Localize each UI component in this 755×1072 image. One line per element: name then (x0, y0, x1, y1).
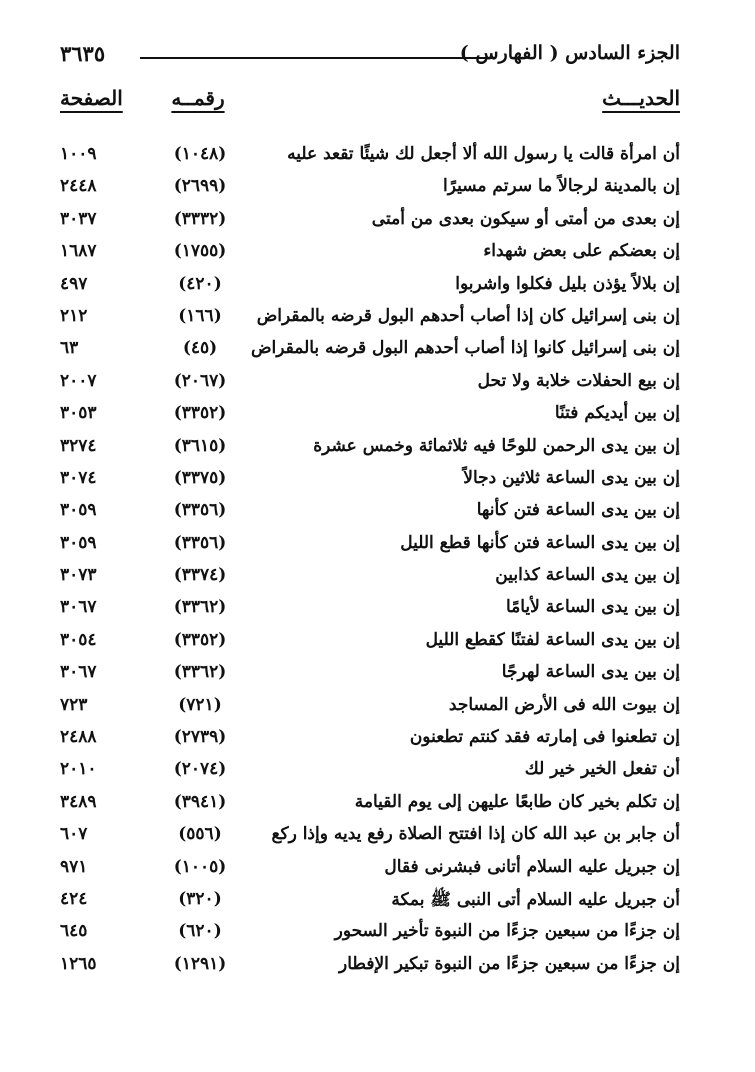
column-header-hadith: الحديـــث (602, 86, 680, 110)
entry-page-number: ٦٣ (60, 338, 79, 359)
running-title: الجزء السادس ( الفهارس ) (459, 42, 680, 64)
entry-page-number: ٣٠٥٩ (60, 500, 97, 521)
entry-page-number: ٢٠٠٧ (60, 370, 97, 391)
entry-page-number: ٣٠٥٩ (60, 532, 97, 553)
entry-page-number: ٤٢٤ (60, 888, 88, 909)
entry-page-number: ٣٠٥٤ (60, 629, 97, 650)
entry-hadith-number: (٤٢٠) (178, 273, 222, 294)
entry-page-number: ١٠٠٩ (60, 144, 97, 164)
column-headers (60, 84, 680, 114)
entry-hadith-text: إن تكلم بخير كان طابعًا عليهن إلى يوم القيامة (354, 791, 680, 812)
index-entry (60, 820, 680, 852)
index-entry (60, 658, 680, 690)
entry-hadith-text: إن جزءًا من سبعين جزءًا من النبوة تبكير الإفطار (339, 953, 680, 974)
page-number: ٣٦٣٥ (60, 41, 106, 66)
entry-hadith-number: (٣٣٦٢) (173, 662, 227, 683)
entry-hadith-number: (٣٣٥٦) (173, 532, 227, 553)
index-entry (60, 399, 680, 431)
entry-page-number: ٣٠٧٤ (60, 467, 97, 488)
entry-page-number: ٣٢٧٤ (60, 435, 97, 456)
index-entry (60, 950, 680, 982)
index-entry (60, 464, 680, 496)
entry-hadith-text: إن بين يدى الساعة لهرجًا (501, 662, 680, 683)
entry-hadith-number: (٣٣٧٥) (173, 467, 227, 488)
entry-hadith-text: إن بعدى من أمتى أو سيكون بعدى من أمتى (371, 208, 680, 229)
entry-hadith-number: (٣٣٥٢) (173, 403, 227, 424)
entry-page-number: ٢٠١٠ (60, 759, 97, 780)
index-entry (60, 432, 680, 464)
entry-hadith-number: (٢٠٧٤) (173, 759, 227, 780)
entry-hadith-number: (١٠٤٨) (173, 144, 227, 164)
index-entry (60, 885, 680, 917)
index-entry (60, 626, 680, 658)
entry-hadith-number: (١٠٠٥) (173, 856, 227, 877)
entry-hadith-text: إن بيوت الله فى الأرض المساجد (448, 694, 680, 715)
header-rule (140, 57, 492, 59)
entry-hadith-number: (٣٩٤١) (173, 791, 227, 812)
index-entry (60, 788, 680, 820)
entry-page-number: ٣٤٨٩ (60, 791, 97, 812)
index-entry (60, 723, 680, 755)
entry-hadith-text: إن تطعنوا فى إمارته فقد كنتم تطعنون (409, 727, 680, 748)
column-header-page: الصفحة (60, 86, 123, 110)
entry-hadith-number: (٣٣٥٢) (173, 629, 227, 650)
index-entry (60, 917, 680, 949)
entry-hadith-number: (٣٣٦٢) (173, 597, 227, 618)
entry-hadith-text: أن جبريل عليه السلام أتى النبى ﷺ بمكة (391, 889, 680, 910)
entry-page-number: ٧٢٣ (60, 694, 88, 715)
index-entry (60, 237, 680, 269)
entry-page-number: ١٦٨٧ (60, 241, 97, 262)
entry-hadith-text: أن تفعل الخير خير لك (524, 759, 680, 780)
column-header-number: رقمــه (171, 86, 225, 110)
entry-hadith-text: أن امرأة قالت يا رسول الله ألا أجعل لك شيئًا تقعد عليه (287, 144, 680, 164)
entry-page-number: ٣٠٣٧ (60, 208, 97, 229)
entry-hadith-number: (٣٢٠) (178, 888, 222, 909)
index-entry (60, 691, 680, 723)
index-entry (60, 755, 680, 787)
entry-page-number: ٦٤٥ (60, 921, 88, 942)
entry-hadith-number: (٢٠٦٧) (173, 370, 227, 391)
entry-page-number: ٢١٢ (60, 305, 88, 326)
entry-hadith-number: (٤٥) (182, 338, 218, 359)
entry-hadith-text: إن بين يدى الساعة فتن كأنها قطع الليل (400, 532, 680, 553)
entry-hadith-number: (٢٦٩٩) (173, 176, 227, 197)
entry-hadith-text: إن بيع الحفلات خلابة ولا تحل (477, 370, 680, 391)
entry-hadith-number: (٢٧٣٩) (173, 727, 227, 748)
entry-hadith-text: إن جزءًا من سبعين جزءًا من النبوة تأخير السحور (334, 921, 680, 942)
index-entry (60, 593, 680, 625)
entry-hadith-number: (٣٦١٥) (173, 435, 227, 456)
entry-hadith-text: إن جبريل عليه السلام أتانى فبشرنى فقال (384, 856, 680, 877)
entry-hadith-text: إن بين أيديكم فتنًا (554, 403, 680, 424)
entry-hadith-number: (٥٥٦) (178, 824, 222, 845)
entry-hadith-number: (٦٢٠) (178, 921, 222, 942)
entry-hadith-text: إن بنى إسرائيل كان إذا أصاب أحدهم البول قرضه بالمقراض (256, 305, 680, 326)
hadith-index-list (60, 140, 680, 982)
entry-hadith-text: أن جابر بن عبد الله كان إذا افتتح الصلاة رفع يديه وإذا ركع (271, 824, 680, 845)
entry-page-number: ٣٠٦٧ (60, 662, 97, 683)
entry-hadith-number: (٣٣٣٢) (173, 208, 227, 229)
entry-hadith-number: (٣٣٥٦) (173, 500, 227, 521)
entry-page-number: ٣٠٥٣ (60, 403, 97, 424)
entry-hadith-text: إن بلالاً يؤذن بليل فكلوا واشربوا (455, 273, 680, 294)
index-entry (60, 172, 680, 204)
entry-page-number: ٣٠٦٧ (60, 597, 97, 618)
entry-page-number: ٢٤٤٨ (60, 176, 97, 197)
entry-page-number: ١٢٦٥ (60, 953, 97, 974)
entry-hadith-text: إن بعضكم على بعض شهداء (483, 241, 680, 262)
index-entry (60, 561, 680, 593)
index-entry (60, 529, 680, 561)
entry-hadith-text: إن بنى إسرائيل كانوا إذا أصاب أحدهم البول قرضه بالمقراض (250, 338, 680, 359)
entry-hadith-text: إن بين يدى الساعة فتن كأنها (476, 500, 680, 521)
entry-hadith-text: إن بين يدى الساعة لفتنًا كقطع الليل (425, 629, 680, 650)
index-entry (60, 140, 680, 172)
entry-page-number: ٦٠٧ (60, 824, 88, 845)
entry-page-number: ٣٠٧٣ (60, 565, 97, 586)
index-entry (60, 205, 680, 237)
entry-page-number: ٩٧١ (60, 856, 88, 877)
index-entry (60, 302, 680, 334)
entry-hadith-text: إن بين يدى الساعة ثلاثين دجالاً (463, 467, 680, 488)
entry-page-number: ٤٩٧ (60, 273, 88, 294)
entry-page-number: ٢٤٨٨ (60, 727, 97, 748)
entry-hadith-text: إن بين يدى الساعة كذابين (495, 565, 680, 586)
entry-hadith-number: (٧٢١) (178, 694, 222, 715)
entry-hadith-number: (١٢٩١) (173, 953, 227, 974)
page-header (60, 38, 680, 72)
entry-hadith-number: (١٧٥٥) (173, 241, 227, 262)
index-entry (60, 270, 680, 302)
entry-hadith-number: (٣٣٧٤) (173, 565, 227, 586)
index-entry (60, 496, 680, 528)
index-entry (60, 367, 680, 399)
entry-hadith-number: (١٦٦) (178, 305, 222, 326)
entry-hadith-text: إن بالمدينة لرجالاً ما سرتم مسيرًا (442, 176, 680, 197)
index-entry (60, 853, 680, 885)
index-entry (60, 334, 680, 366)
entry-hadith-text: إن بين يدى الساعة لأيامًا (505, 597, 680, 618)
entry-hadith-text: إن بين يدى الرحمن للوحًا فيه ثلاثمائة وخمس عشرة (313, 435, 680, 456)
